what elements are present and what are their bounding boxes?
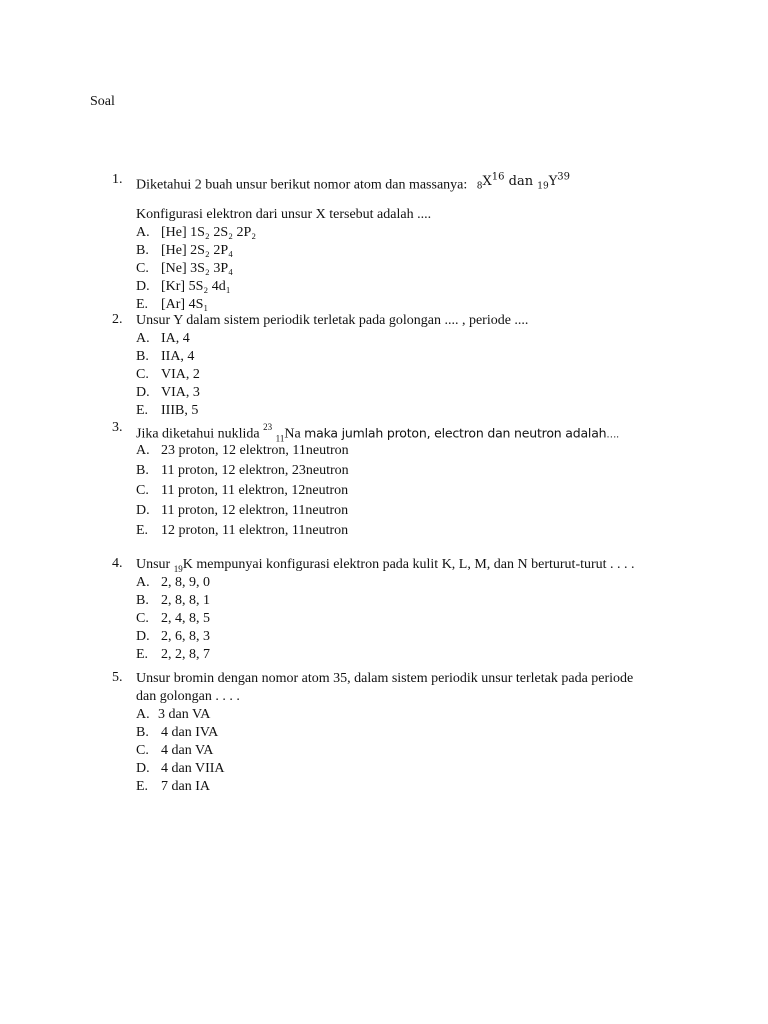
option-text: 2, 6, 8, 3	[161, 629, 210, 644]
option-text: [He] 1S₂ 2S₂ 2P₂	[161, 225, 257, 240]
option-letter: E.	[136, 779, 149, 794]
answer-option[interactable]	[136, 628, 706, 646]
question-stem-line-1: Unsur bromin dengan nomor atom 35, dalam sistem periodik unsur terletak pada periode	[136, 671, 634, 686]
answer-option[interactable]	[136, 348, 706, 366]
option-text: 4 dan VA	[161, 743, 214, 758]
option-letter: B.	[136, 593, 149, 608]
option-letter: A.	[136, 443, 150, 458]
option-letter: C.	[136, 743, 149, 758]
y-symbol: Y	[548, 174, 558, 190]
option-letter: D.	[136, 385, 150, 400]
stem-text: Diketahui 2 buah unsur berikut nomor atom dan massanya:	[136, 177, 468, 193]
answer-option[interactable]	[136, 260, 706, 278]
option-text: 11 proton, 12 elektron, 23neutron	[161, 463, 349, 478]
option-text: 23 proton, 12 elektron, 11neutron	[161, 443, 349, 458]
option-letter: A.	[136, 331, 150, 346]
option-text: 3 dan VA	[158, 707, 211, 722]
option-text: 7 dan IA	[161, 779, 210, 794]
option-letter: E.	[136, 647, 149, 662]
question-number: 4.	[112, 556, 123, 571]
answer-option[interactable]	[136, 742, 706, 760]
answer-option[interactable]	[136, 521, 706, 541]
option-letter: C.	[136, 611, 149, 626]
formula-conjunction: dan	[508, 174, 534, 190]
option-letter: B.	[136, 243, 149, 258]
option-text: VIA, 2	[161, 367, 200, 382]
stem-text-continued: mempunyai konfigurasi elektron pada kulit K, L, M, dan N berturut-turut . . . .	[196, 557, 635, 572]
option-text: 12 proton, 11 elektron, 11neutron	[161, 523, 349, 538]
isotope-formula	[476, 172, 571, 192]
option-letter: D.	[136, 761, 150, 776]
option-text: 2, 8, 8, 1	[161, 593, 210, 608]
answer-option[interactable]	[136, 574, 706, 592]
option-text: IA, 4	[161, 331, 190, 346]
stem-text: Jika diketahui nuklida	[136, 426, 260, 442]
x-atomic-number: 8	[476, 181, 483, 192]
answer-option[interactable]	[136, 760, 706, 778]
element-atomic-number: 19	[173, 563, 183, 574]
nuclide-symbol: Na	[284, 426, 301, 442]
option-text: 11 proton, 11 elektron, 12neutron	[161, 483, 349, 498]
x-mass-number: 16	[491, 172, 505, 183]
y-mass-number: 39	[557, 172, 571, 183]
answer-option[interactable]	[136, 366, 706, 384]
answer-option[interactable]	[136, 441, 706, 461]
answer-option[interactable]	[136, 481, 706, 501]
option-letter: D.	[136, 279, 150, 294]
answer-option[interactable]	[136, 706, 706, 724]
answer-option[interactable]	[136, 402, 706, 420]
question-stem	[136, 556, 706, 574]
nuclide-atomic-number: 11	[275, 433, 285, 444]
question-stem	[136, 420, 706, 444]
option-letter: E.	[136, 403, 149, 418]
answer-option[interactable]	[136, 610, 706, 628]
option-letter: B.	[136, 349, 149, 364]
option-letter: C.	[136, 367, 149, 382]
option-text: 2, 4, 8, 5	[161, 611, 210, 626]
answer-option[interactable]	[136, 646, 706, 664]
question-prompt: Konfigurasi elektron dari unsur X tersebut adalah ....	[136, 207, 432, 222]
option-letter: D.	[136, 629, 150, 644]
x-symbol: X	[482, 174, 492, 190]
option-text: 4 dan VIIA	[161, 761, 225, 776]
option-text: IIIB, 5	[161, 403, 199, 418]
option-letter: A.	[136, 225, 150, 240]
option-text: 4 dan IVA	[161, 725, 219, 740]
option-text: [He] 2S₂ 2P₄	[161, 243, 233, 258]
answer-option[interactable]	[136, 778, 706, 796]
question-number: 5.	[112, 670, 123, 685]
answer-option[interactable]	[136, 278, 706, 296]
stem-text: Unsur	[136, 557, 171, 572]
option-letter: C.	[136, 261, 149, 276]
option-letter: C.	[136, 483, 149, 498]
option-letter: A.	[136, 575, 150, 590]
option-letter: B.	[136, 463, 149, 478]
answer-option[interactable]	[136, 224, 706, 242]
option-text: IIA, 4	[161, 349, 195, 364]
option-text: VIA, 3	[161, 385, 200, 400]
option-text: [Kr] 5S₂ 4d₁	[161, 279, 231, 294]
stem-text-continued: maka jumlah proton, electron dan neutron adalah	[304, 425, 607, 441]
answer-option[interactable]	[136, 242, 706, 260]
answer-option[interactable]	[136, 501, 706, 521]
question-stem	[136, 172, 706, 193]
question-number: 2.	[112, 312, 123, 327]
option-letter: A.	[136, 707, 150, 722]
answer-option[interactable]	[136, 724, 706, 742]
nuclide-mass-number: 23	[263, 422, 273, 432]
option-letter: E.	[136, 297, 149, 312]
answer-option[interactable]	[136, 330, 706, 348]
answer-option[interactable]	[136, 461, 706, 481]
question-stem: Unsur Y dalam sistem periodik terletak pada golongan .... , periode ....	[136, 313, 529, 328]
option-letter: D.	[136, 503, 150, 518]
element-symbol: K	[182, 557, 193, 572]
y-atomic-number: 19	[537, 181, 549, 192]
option-letter: E.	[136, 523, 149, 538]
option-text: [Ar] 4S₁	[161, 297, 209, 312]
question-stem-line-2: dan golongan . . . .	[136, 689, 240, 704]
option-letter: B.	[136, 725, 149, 740]
answer-option[interactable]	[136, 384, 706, 402]
option-text: 2, 2, 8, 7	[161, 647, 210, 662]
answer-option[interactable]	[136, 592, 706, 610]
stem-dots: ….	[606, 429, 619, 441]
option-text: 2, 8, 9, 0	[161, 575, 210, 590]
question-number: 1.	[112, 172, 123, 187]
page-heading: Soal	[90, 94, 115, 109]
option-text: 11 proton, 12 elektron, 11neutron	[161, 503, 349, 518]
question-number: 3.	[112, 420, 123, 435]
option-text: [Ne] 3S₂ 3P₄	[161, 261, 233, 276]
